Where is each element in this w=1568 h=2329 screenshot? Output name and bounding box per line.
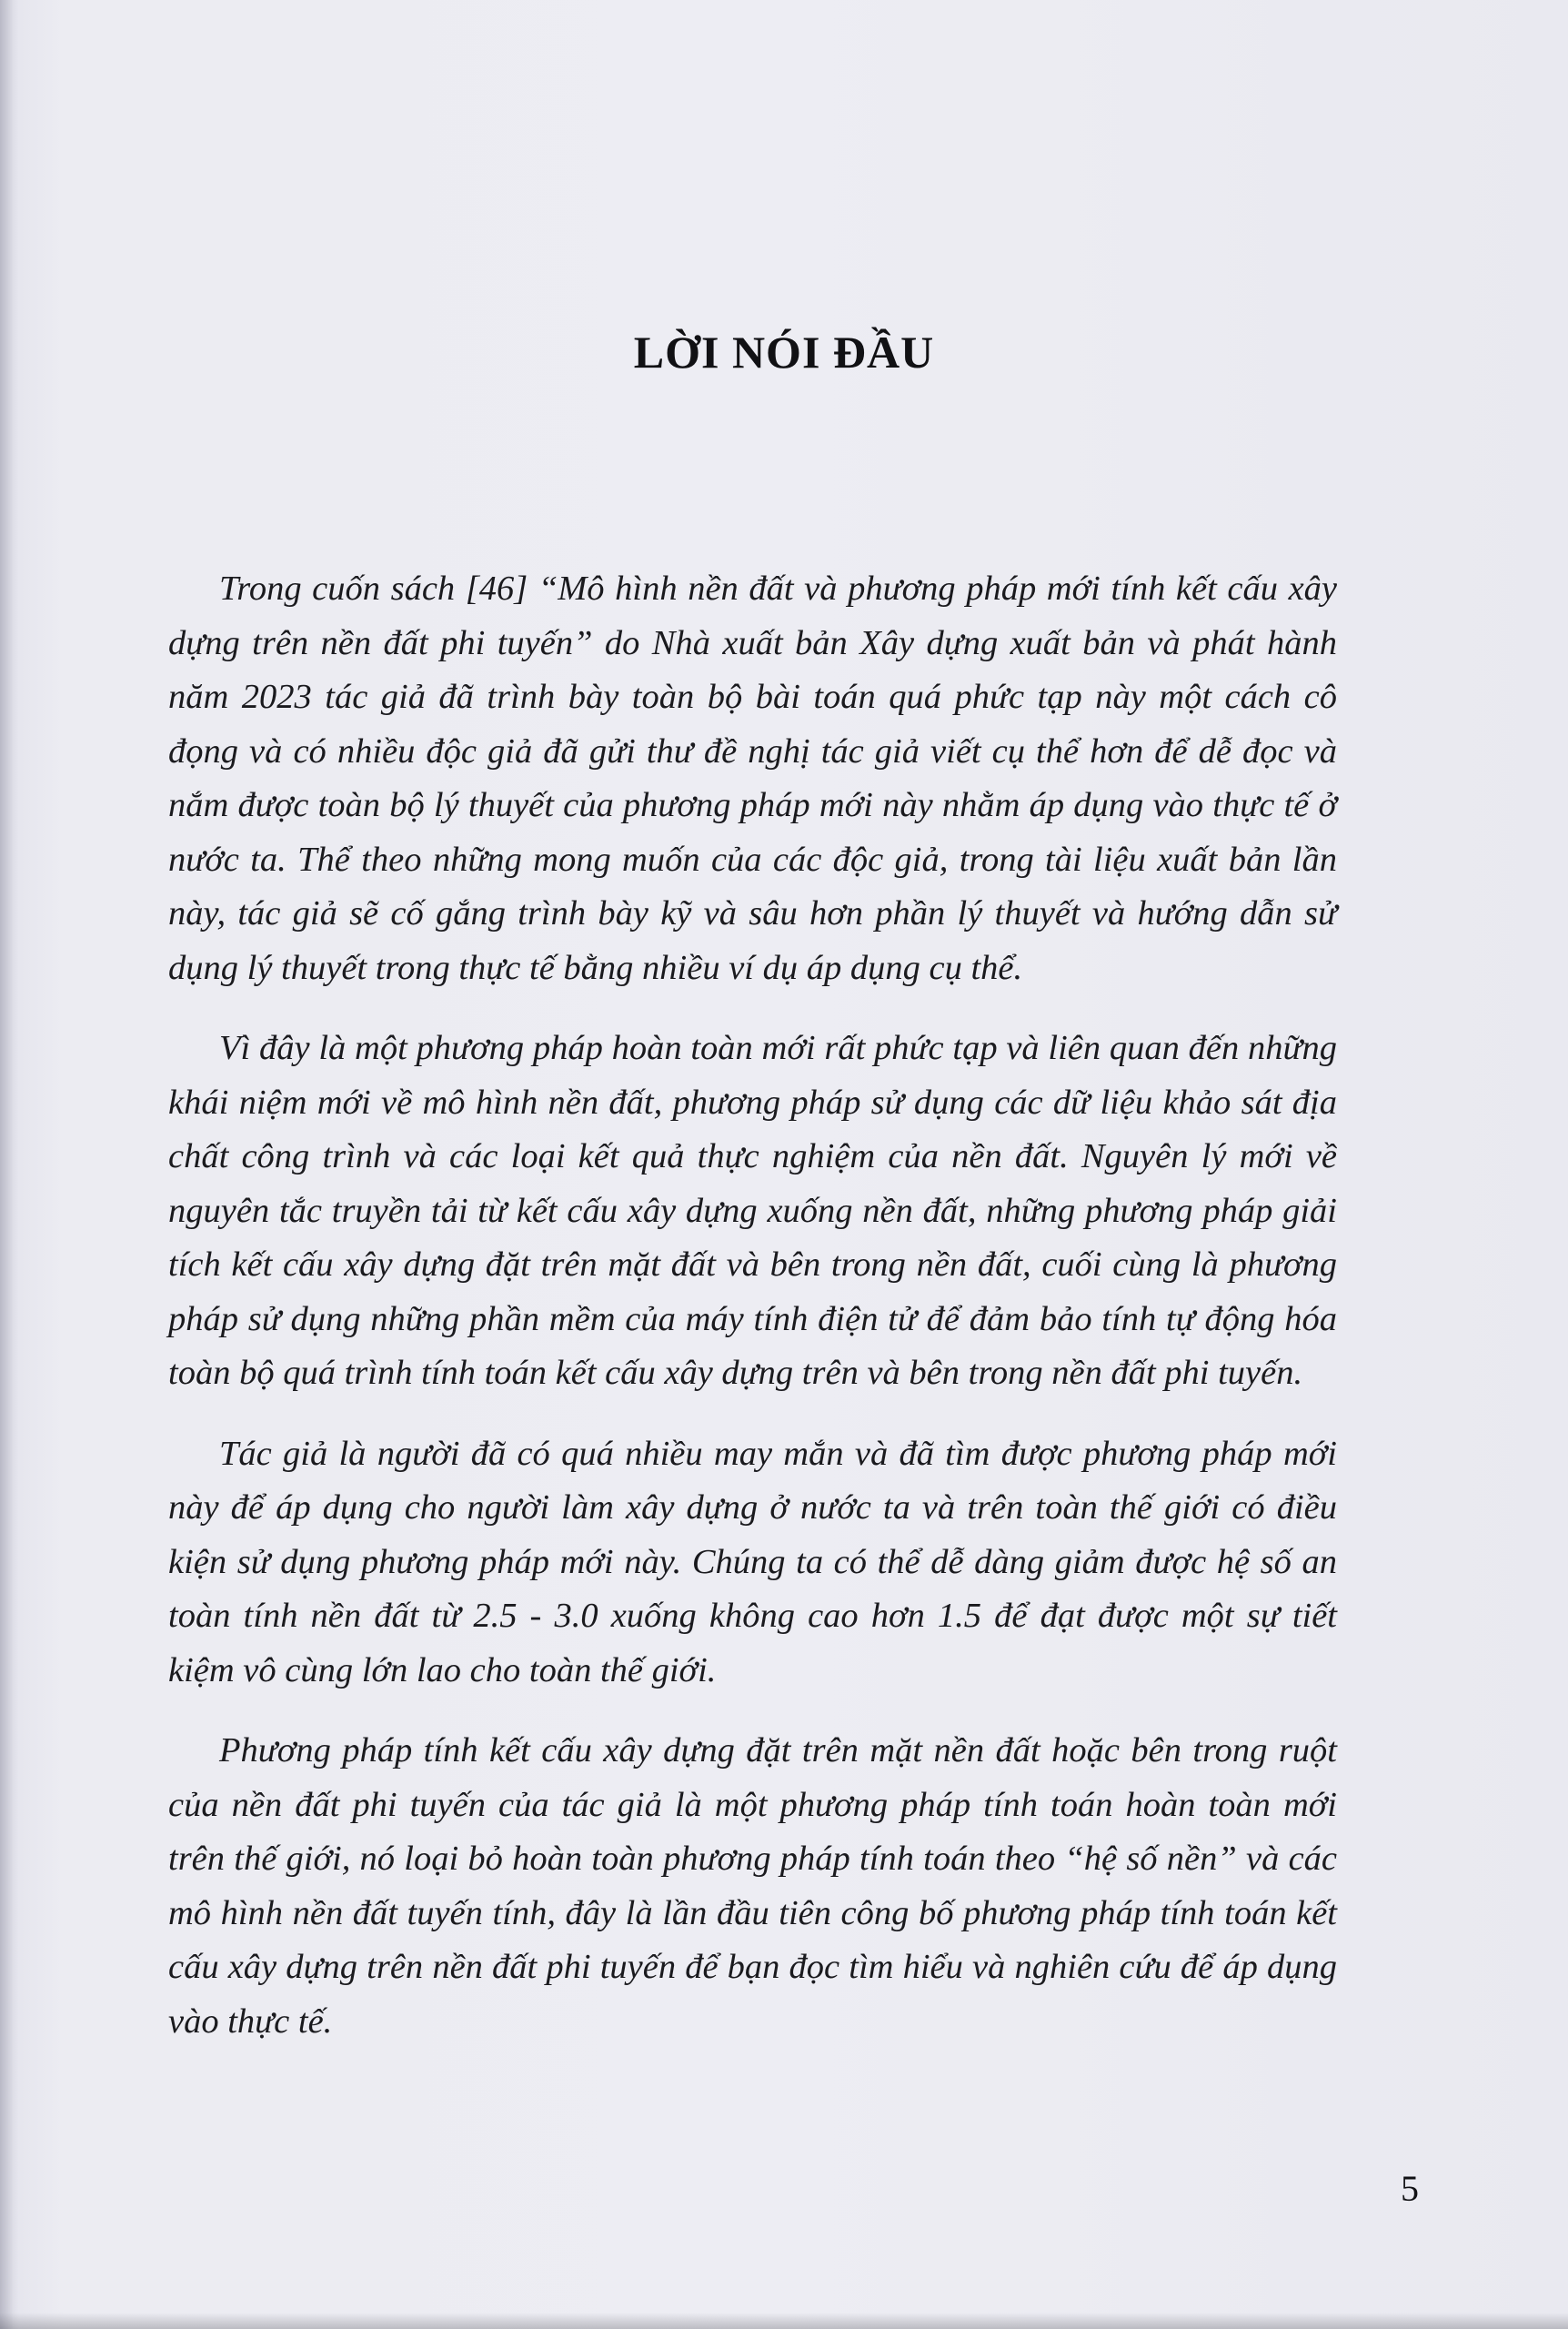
page-number: 5 [1401,2168,1419,2209]
page-bottom-shadow [0,2313,1568,2329]
preface-body [168,562,1337,2075]
paragraph-4: Phương pháp tính kết cấu xây dựng đặt trên mặt nền đất hoặc bên trong ruột của nền đất phi tuyến của tác giả là một phương pháp tính toán hoàn toàn mới trên thế giới, nó loại bỏ hoàn toàn phương pháp tính toán theo “hệ số nền” và các mô hình nền đất tuyến tính, đây là lần đầu tiên công bố phương pháp tính toán kết cấu xây dựng trên nền đất phi tuyến để bạn đọc tìm hiểu và nghiên cứu để áp dụng vào thực tế. [168,1731,1337,2041]
page-title: LỜI NÓI ĐẦU [633,327,935,378]
paragraph-1: Trong cuốn sách [46] “Mô hình nền đất và phương pháp mới tính kết cấu xây dựng trên nền đất phi tuyến” do Nhà xuất bản Xây dựng xuất bản và phát hành năm 2023 tác giả đã trình bày toàn bộ bài toán quá phức tạp này một cách cô đọng và có nhiều độc giả đã gửi thư đề nghị tác giả viết cụ thể hơn để dễ đọc và nắm được toàn bộ lý thuyết của phương pháp mới này nhằm áp dụng vào thực tế ở nước ta. Thể theo những mong muốn của các độc giả, trong tài liệu xuất bản lần này, tác giả sẽ cố gắng trình bày kỹ và sâu hơn phần lý thuyết và hướng dẫn sử dụng lý thuyết trong thực tế bằng nhiều ví dụ áp dụng cụ thể. [168,570,1337,987]
paragraph-3: Tác giả là người đã có quá nhiều may mắn và đã tìm được phương pháp mới này để áp dụng cho người làm xây dựng ở nước ta và trên toàn thế giới có điều kiện sử dụng phương pháp mới này. Chúng ta có thể dễ dàng giảm được hệ số an toàn tính nền đất từ 2.5 - 3.0 xuống không cao hơn 1.5 để đạt được một sự tiết kiệm vô cùng lớn lao cho toàn thế giới. [168,1434,1337,1689]
paragraph-2: Vì đây là một phương pháp hoàn toàn mới rất phức tạp và liên quan đến những khái niệm mới về mô hình nền đất, phương pháp sử dụng các dữ liệu khảo sát địa chất công trình và các loại kết quả thực nghiệm của nền đất. Nguyên lý mới về nguyên tắc truyền tải từ kết cấu xây dựng xuống nền đất, những phương pháp giải tích kết cấu xây dựng đặt trên mặt đất và bên trong nền đất, cuối cùng là phương pháp sử dụng những phần mềm của máy tính điện tử để đảm bảo tính tự động hóa toàn bộ quá trình tính toán kết cấu xây dựng trên và bên trong nền đất phi tuyến. [168,1029,1337,1392]
